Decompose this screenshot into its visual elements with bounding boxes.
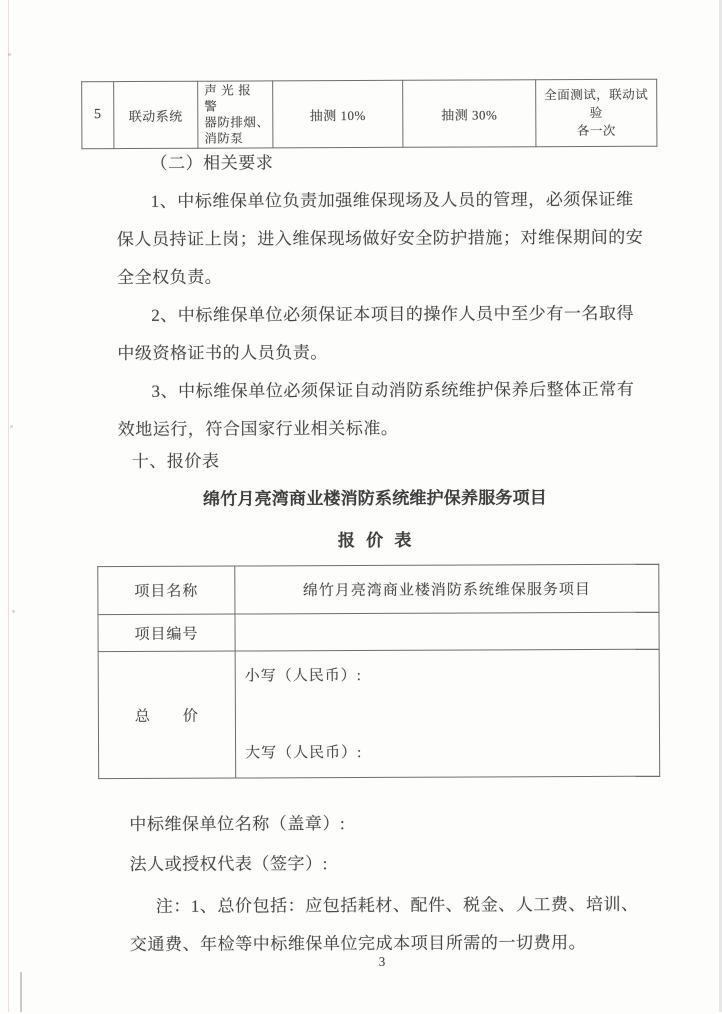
paragraph-line: 1、中标维保单位负责加强维保现场及人员的管理，必须保证维 [150, 189, 634, 211]
cell-project-name-value: 绵竹月亮湾商业楼消防系统维保服务项目 [235, 564, 659, 614]
quote-row-total-price [98, 649, 660, 778]
page-number: 3 [378, 953, 386, 969]
quote-table-subtitle: 报 价 表 [337, 530, 413, 551]
note-line: 交通费、年检等中标维保单位完成本项目所需的一切费用。 [129, 933, 587, 955]
inspection-table-row [82, 79, 657, 149]
company-seal-line: 中标维保单位名称（盖章）: [129, 814, 346, 835]
paragraph-line: 中级资格证书的人员负责。 [117, 343, 328, 364]
cell-row-number: 5 [82, 82, 114, 149]
cell-monthly-check: 抽测 10% [273, 80, 403, 148]
cell-system-name: 联动系统 [114, 81, 198, 148]
quote-row-project-number [98, 612, 659, 651]
cell-project-number-label: 项目编号 [98, 614, 235, 652]
cell-scope-line: 消防泵 [204, 131, 244, 146]
representative-line: 法人或授权代表（签字）: [129, 854, 328, 875]
paragraph-line: 效地运行，符合国家行业相关标准。 [117, 418, 399, 440]
paragraph-line: 2、中标维保单位必须保证本项目的操作人员中至少有一名取得 [151, 303, 635, 325]
paragraph-line: 全全权负责。 [116, 267, 223, 288]
section-heading-quote: 十、报价表 [131, 451, 220, 471]
cell-scope-line: 声光报警 [204, 83, 256, 114]
quote-table-title: 绵竹月亮湾商业楼消防系统维护保养服务项目 [202, 488, 548, 509]
cell-total-price-value [235, 649, 660, 778]
section-heading: （二）相关要求 [150, 153, 274, 173]
cell-project-name-label: 项目名称 [98, 566, 235, 615]
note-line: 注：1、总价包括：应包括耗材、配件、税金、人工费、培训、 [155, 894, 639, 916]
quote-table [97, 564, 660, 779]
cell-quarterly-check: 抽测 30% [403, 80, 536, 148]
cell-total-price-label: 总 价 [98, 651, 236, 779]
cell-project-number-value [235, 612, 659, 651]
requirements-section [116, 143, 651, 449]
price-numeric-label: 小写（人民币）: [244, 667, 362, 685]
quote-row-project-name [98, 564, 659, 614]
paragraph-line: 保人员持证上岗；进入维保现场做好安全防护措施；对维保期间的安 [116, 227, 644, 250]
total-price-cell [236, 650, 660, 777]
paragraph-line: 3、中标维保单位必须保证自动消防系统维护保养后整体正常有 [151, 379, 635, 401]
price-words-label: 大写（人民币）: [245, 744, 363, 762]
cell-annual-line: 各一次 [576, 123, 616, 139]
cell-annual-check [536, 79, 657, 147]
cell-scope [198, 81, 273, 148]
inspection-table [81, 79, 657, 150]
cell-annual-line: 全面测试，联动试验 [544, 87, 649, 120]
cell-scope-line: 器防排烟、 [204, 115, 270, 130]
